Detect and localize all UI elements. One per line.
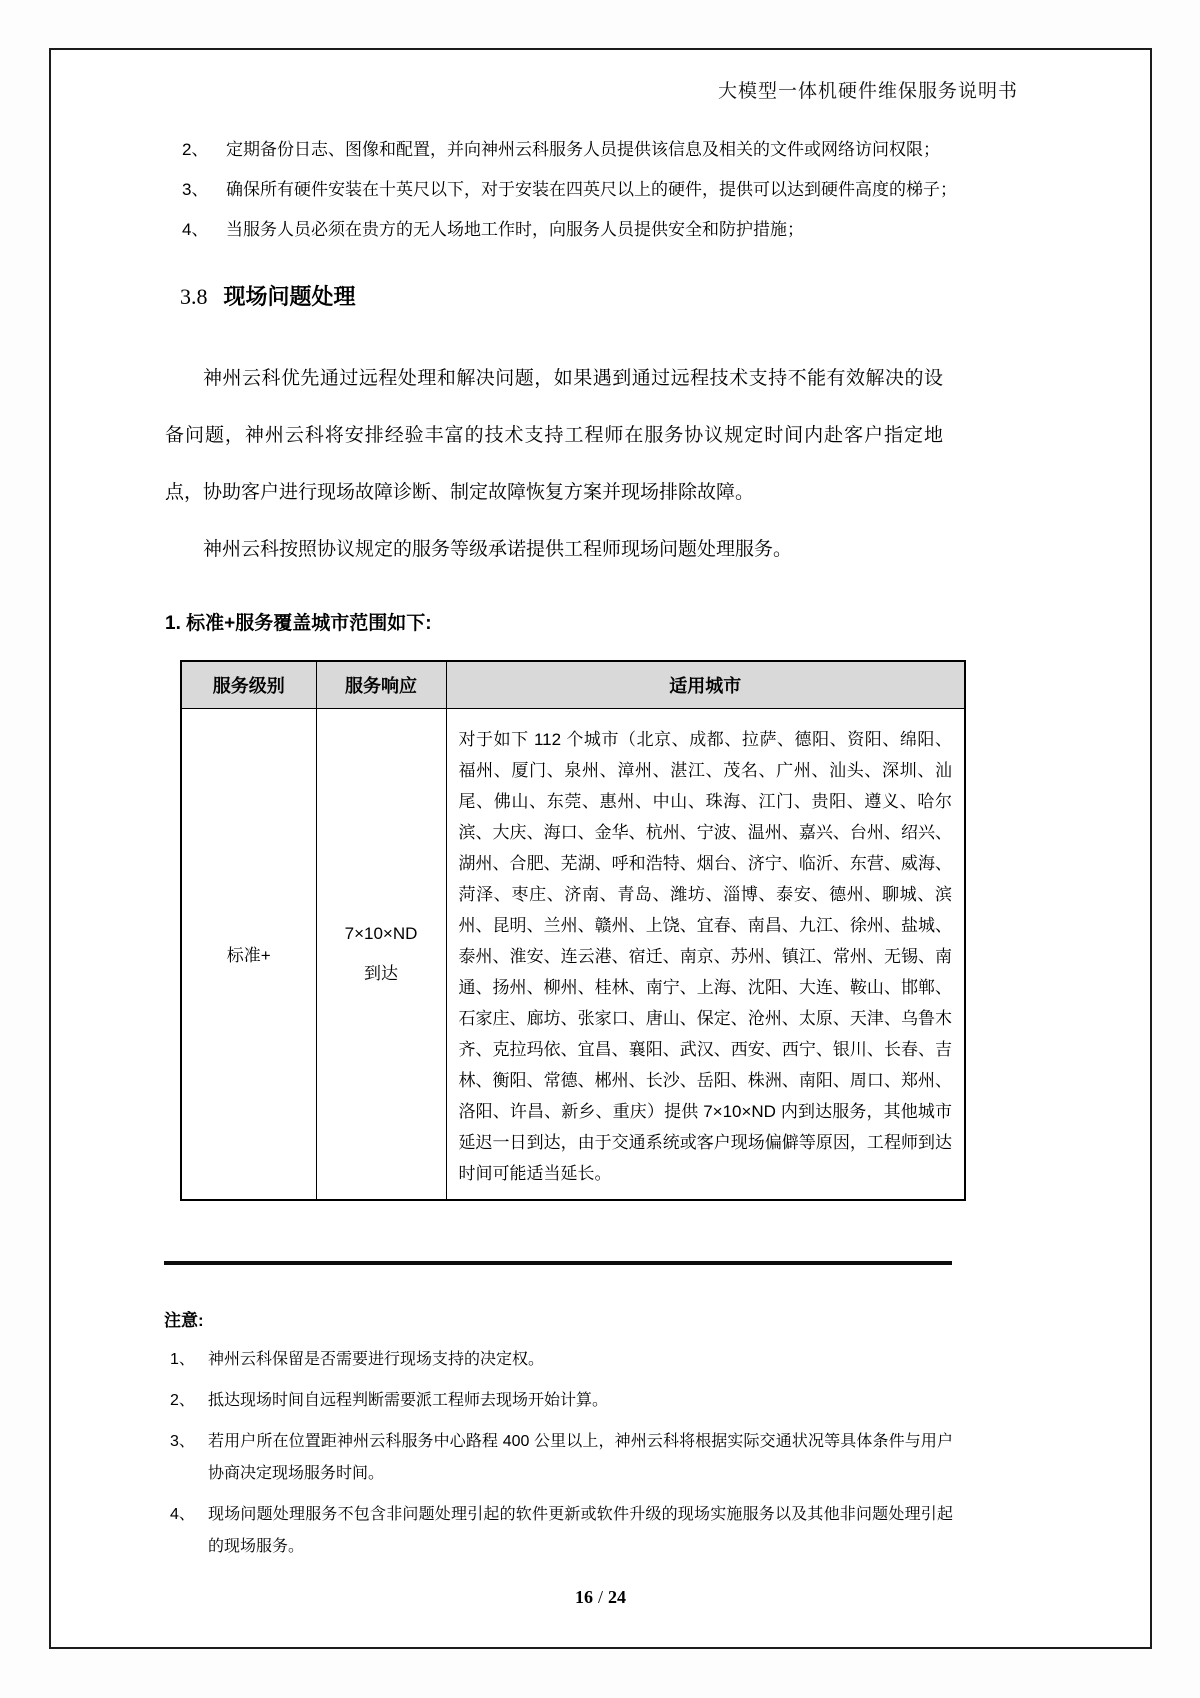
col-header-service-response: 服务响应 xyxy=(316,661,446,708)
section-title: 现场问题处理 xyxy=(223,284,356,309)
note-text: 抵达现场时间自远程判断需要派工程师去现场开始计算。 xyxy=(208,1392,609,1409)
note-text: 若用户所在位置距神州云科服务中心路程 400 公里以上，神州云科将根据实际交通状况等具体条件与用户协商决定现场服务时间。 xyxy=(208,1433,953,1482)
section-number: 3.8 xyxy=(180,284,208,309)
section-body xyxy=(165,350,943,578)
list-item-text: 当服务人员必须在贵方的无人场地工作时，向服务人员提供安全和防护措施； xyxy=(226,220,804,239)
header-title: 大模型一体机硬件维保服务说明书 xyxy=(717,81,1018,102)
col-header-service-level: 服务级别 xyxy=(181,661,316,708)
note-number: 1、 xyxy=(170,1351,195,1368)
intro-list xyxy=(182,138,1062,258)
note-item xyxy=(170,1385,970,1417)
page-number-current: 16 xyxy=(574,1587,593,1607)
list-item xyxy=(182,138,1062,162)
cell-applicable-cities: 对于如下 112 个城市（北京、成都、拉萨、德阳、资阳、绵阳、福州、厦门、泉州、漳州、湛江、茂名、广州、汕头、深圳、汕尾、佛山、东莞、惠州、中山、珠海、江门、贵阳、遵义、哈尔滨、大庆、海口、金华、杭州、宁波、温州、嘉兴、台州、绍兴、湖州、合肥、芜湖、呼和浩特、烟台、济宁、临沂、东营、威海、菏泽、枣庄、济南、青岛、潍坊、淄博、泰安、德州、聊城、滨州、昆明、兰州、赣州、上饶、宜春、南昌、九江、徐州、盐城、泰州、淮安、连云港、宿迁、南京、苏州、镇江、常州、无锡、南通、扬州、柳州、桂林、南宁、上海、沈阳、大连、鞍山、邯郸、石家庄、廊坊、张家口、唐山、保定、沧州、太原、天津、乌鲁木齐、克拉玛依、宜昌、襄阳、武汉、西安、西宁、银川、长春、吉林、衡阳、常德、郴州、长沙、岳阳、株洲、南阳、周口、郑州、洛阳、许昌、新乡、重庆）提供 7×10×ND 内到达服务，其他城市延迟一日到达，由于交通系统或客户现场偏僻等原因，工程师到达时间可能适当延长。 xyxy=(446,708,965,1200)
note-text: 现场问题处理服务不包含非问题处理引起的软件更新或软件升级的现场实施服务以及其他非问题处理引起的现场服务。 xyxy=(208,1506,953,1555)
coverage-table xyxy=(180,660,966,1201)
notes-list xyxy=(170,1344,970,1572)
note-number: 4、 xyxy=(170,1506,195,1523)
table-row xyxy=(181,708,965,1200)
body-paragraph-2: 神州云科按照协议规定的服务等级承诺提供工程师现场问题处理服务。 xyxy=(203,539,793,560)
cell-service-response xyxy=(316,708,446,1200)
coverage-heading: 1. 标准+服务覆盖城市范围如下: xyxy=(165,613,432,634)
section-divider-rule xyxy=(164,1261,952,1265)
section-heading xyxy=(180,280,356,311)
list-item-number: 3、 xyxy=(182,180,209,199)
document-header xyxy=(51,76,1018,103)
list-item xyxy=(182,218,1062,242)
service-response-line1: 7×10×ND xyxy=(344,923,418,943)
note-item xyxy=(170,1426,970,1490)
list-item-text: 定期备份日志、图像和配置，并向神州云科服务人员提供该信息及相关的文件或网络访问权限； xyxy=(226,140,940,159)
list-item xyxy=(182,178,1062,202)
page-number-total: 24 xyxy=(608,1587,626,1607)
list-item-number: 4、 xyxy=(182,220,209,239)
note-item xyxy=(170,1499,970,1563)
service-response-line2: 到达 xyxy=(364,963,398,983)
cell-service-level: 标准+ xyxy=(181,708,316,1200)
note-text: 神州云科保留是否需要进行现场支持的决定权。 xyxy=(208,1351,545,1368)
list-item-number: 2、 xyxy=(182,140,209,159)
note-item xyxy=(170,1344,970,1376)
page-footer xyxy=(51,1587,1150,1608)
page-border-frame xyxy=(49,48,1152,1649)
page-number-separator: / xyxy=(597,1587,603,1607)
list-item-text: 确保所有硬件安装在十英尺以下，对于安装在四英尺以上的硬件，提供可以达到硬件高度的梯子； xyxy=(226,180,957,199)
table-header-row xyxy=(181,661,965,708)
notes-heading: 注意: xyxy=(164,1311,204,1330)
col-header-applicable-cities: 适用城市 xyxy=(446,661,965,708)
note-number: 3、 xyxy=(170,1433,195,1450)
note-number: 2、 xyxy=(170,1392,195,1409)
body-paragraph-1: 神州云科优先通过远程处理和解决问题，如果遇到通过远程技术支持不能有效解决的设备问题，神州云科将安排经验丰富的技术支持工程师在服务协议规定时间内赴客户指定地点，协助客户进行现场故障诊断、制定故障恢复方案并现场排除故障。 xyxy=(165,368,943,503)
